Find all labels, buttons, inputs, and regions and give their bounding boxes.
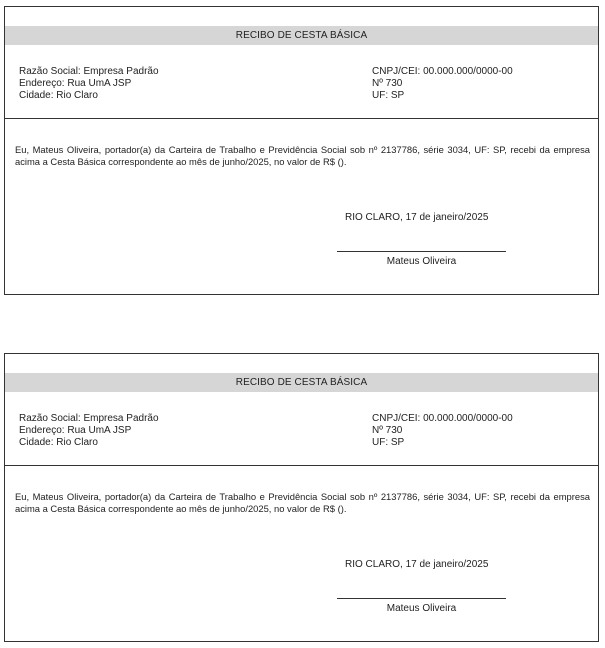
company-state: UF: SP <box>372 437 405 448</box>
receipt-statement: Eu, Mateus Oliveira, portador(a) da Carteira de Trabalho e Previdência Social sob nº 2137786, série 3034, UF: SP, recebi da empresa acima a Cesta Básica correspondente ao mês de junho/2025, no valor de R$ (). <box>15 144 590 167</box>
company-city: Cidade: Rio Claro <box>19 90 98 101</box>
company-info <box>19 413 159 449</box>
section-divider <box>5 465 598 466</box>
company-address: Endereço: Rua UmA JSP <box>19 78 132 89</box>
company-registration <box>372 66 513 102</box>
receipt-statement: Eu, Mateus Oliveira, portador(a) da Carteira de Trabalho e Previdência Social sob nº 2137786, série 3034, UF: SP, recebi da empresa acima a Cesta Básica correspondente ao mês de junho/2025, no valor de R$ (). <box>15 491 590 514</box>
receipt-title: RECIBO DE CESTA BÁSICA <box>5 26 598 45</box>
receipt-date: RIO CLARO, 17 de janeiro/2025 <box>345 559 489 570</box>
signature-line <box>337 251 506 252</box>
company-info <box>19 66 159 102</box>
receipt-card <box>4 6 599 295</box>
receipt-title: RECIBO DE CESTA BÁSICA <box>5 373 598 392</box>
company-registration <box>372 413 513 449</box>
company-name: Razão Social: Empresa Padrão <box>19 413 159 424</box>
receipt-date: RIO CLARO, 17 de janeiro/2025 <box>345 212 489 223</box>
company-cnpj: CNPJ/CEI: 00.000.000/0000-00 <box>372 66 513 77</box>
company-city: Cidade: Rio Claro <box>19 437 98 448</box>
signature-name: Mateus Oliveira <box>386 603 457 614</box>
section-divider <box>5 118 598 119</box>
receipt-card <box>4 353 599 642</box>
address-number: Nº 730 <box>372 78 403 89</box>
address-number: Nº 730 <box>372 425 403 436</box>
company-cnpj: CNPJ/CEI: 00.000.000/0000-00 <box>372 413 513 424</box>
signature-name: Mateus Oliveira <box>386 256 457 267</box>
company-address: Endereço: Rua UmA JSP <box>19 425 132 436</box>
company-state: UF: SP <box>372 90 405 101</box>
signature-line <box>337 598 506 599</box>
company-name: Razão Social: Empresa Padrão <box>19 66 159 77</box>
